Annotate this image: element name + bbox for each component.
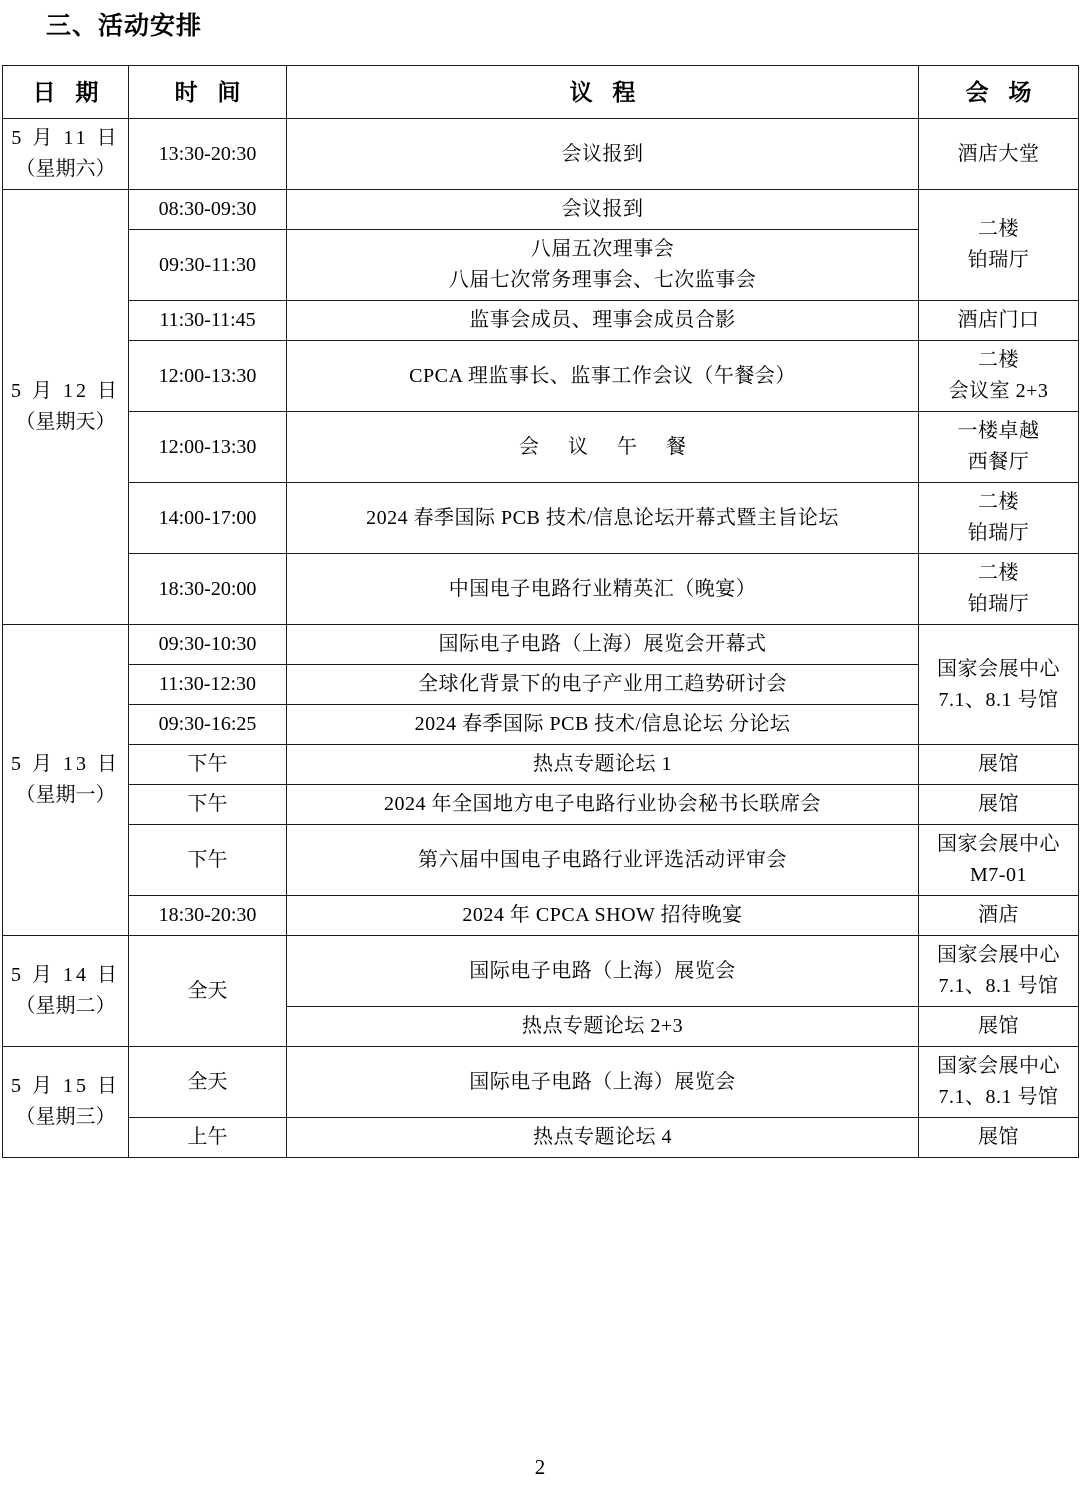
time-cell: 14:00-17:00: [129, 483, 287, 554]
time-cell: 09:30-16:25: [129, 705, 287, 745]
venue-line: 国家会展中心: [937, 1055, 1060, 1077]
agenda-cell: [287, 625, 919, 665]
agenda-line: 热点专题论坛 4: [533, 1126, 672, 1148]
venue-cell: [919, 785, 1079, 825]
date-cell: [3, 119, 129, 190]
table-row: [3, 1047, 1079, 1118]
agenda-line: 中国电子电路行业精英汇（晚宴）: [448, 577, 757, 600]
agenda-line: 热点专题论坛 1: [533, 753, 672, 775]
agenda-line: 国际电子电路（上海）展览会: [469, 959, 736, 982]
page-number: 2: [534, 1455, 546, 1479]
date-day-label: 5 月 15 日: [11, 1075, 120, 1097]
venue-line: 国家会展中心: [937, 657, 1060, 680]
time-cell: 09:30-10:30: [129, 625, 287, 665]
time-cell: 下午: [129, 785, 287, 825]
date-day-label: 5 月 12 日: [11, 380, 120, 402]
table-row: [3, 301, 1079, 341]
date-weekday-label: （星期三）: [15, 1106, 116, 1128]
venue-cell: [919, 1047, 1079, 1118]
table-body: [3, 119, 1079, 1158]
agenda-line: 会议报到: [561, 198, 644, 220]
date-weekday-label: （星期二）: [15, 995, 116, 1017]
venue-line: 二楼: [978, 491, 1019, 513]
venue-line: 7.1、8.1 号馆: [938, 975, 1059, 997]
venue-cell: [919, 745, 1079, 785]
table-row: [3, 190, 1079, 230]
table-row: [3, 825, 1079, 896]
venue-line: 二楼: [978, 562, 1019, 584]
venue-cell: [919, 341, 1079, 412]
table-row: [3, 665, 1079, 705]
agenda-line: 2024 春季国际 PCB 技术/信息论坛开幕式暨主旨论坛: [366, 506, 839, 529]
agenda-line: 国际电子电路（上海）展览会: [469, 1070, 736, 1093]
venue-cell: [919, 625, 1079, 745]
date-day-label: 5 月 13 日: [11, 753, 120, 775]
agenda-cell: [287, 705, 919, 745]
venue-line: 7.1、8.1 号馆: [938, 688, 1059, 711]
venue-cell: [919, 825, 1079, 896]
venue-line: 酒店大堂: [957, 142, 1040, 165]
venue-line: 铂瑞厅: [967, 249, 1030, 271]
time-cell: 11:30-11:45: [129, 301, 287, 341]
venue-line: 酒店: [978, 904, 1019, 926]
venue-line: 西餐厅: [967, 451, 1030, 473]
time-cell: 13:30-20:30: [129, 119, 287, 190]
time-cell: 上午: [129, 1118, 287, 1158]
venue-line: 铂瑞厅: [967, 593, 1030, 615]
column-header-date: 日 期: [3, 66, 129, 119]
agenda-cell: [287, 1047, 919, 1118]
venue-line: 酒店门口: [957, 309, 1040, 331]
agenda-line: 八届七次常务理事会、七次监事会: [448, 269, 757, 291]
agenda-cell: [287, 825, 919, 896]
date-weekday-label: （星期六）: [15, 158, 116, 180]
table-row: [3, 625, 1079, 665]
date-cell: [3, 936, 129, 1047]
time-cell: 08:30-09:30: [129, 190, 287, 230]
venue-line: 二楼: [978, 218, 1019, 240]
date-day-label: 5 月 11 日: [11, 127, 120, 149]
time-cell: 09:30-11:30: [129, 230, 287, 301]
table-row: [3, 785, 1079, 825]
agenda-cell: [287, 665, 919, 705]
table-row: [3, 483, 1079, 554]
venue-line: 展馆: [978, 1126, 1019, 1148]
time-cell: 12:00-13:30: [129, 412, 287, 483]
agenda-cell: [287, 341, 919, 412]
agenda-line: 八届五次理事会: [530, 238, 675, 260]
time-cell: 18:30-20:30: [129, 896, 287, 936]
agenda-line: 会议报到: [561, 142, 644, 165]
time-cell: 12:00-13:30: [129, 341, 287, 412]
table-row: [3, 1118, 1079, 1158]
venue-line: 国家会展中心: [937, 833, 1060, 855]
venue-line: 铂瑞厅: [967, 522, 1030, 544]
table-row: [3, 412, 1079, 483]
column-header-time: 时 间: [129, 66, 287, 119]
agenda-cell: [287, 1118, 919, 1158]
activity-schedule-table: [2, 65, 1079, 1158]
column-header-agenda: 议 程: [287, 66, 919, 119]
date-cell: [3, 625, 129, 936]
agenda-line: 热点专题论坛 2+3: [521, 1015, 684, 1037]
agenda-line: 2024 春季国际 PCB 技术/信息论坛 分论坛: [414, 713, 791, 735]
agenda-cell: [287, 483, 919, 554]
header-row: [3, 66, 1079, 119]
agenda-line: 全球化背景下的电子产业用工趋势研讨会: [418, 673, 787, 695]
venue-cell: [919, 1118, 1079, 1158]
date-cell: [3, 1047, 129, 1158]
date-cell: [3, 190, 129, 625]
table-row: [3, 705, 1079, 745]
venue-line: 国家会展中心: [937, 944, 1060, 966]
agenda-cell: [287, 745, 919, 785]
venue-line: 展馆: [978, 793, 1019, 815]
time-cell: 全天: [129, 936, 287, 1047]
agenda-line: CPCA 理监事长、监事工作会议（午餐会）: [409, 364, 796, 387]
venue-cell: [919, 1007, 1079, 1047]
table-row: [3, 936, 1079, 1007]
venue-cell: [919, 554, 1079, 625]
venue-line: 会议室 2+3: [948, 380, 1049, 402]
time-cell: 11:30-12:30: [129, 665, 287, 705]
time-cell: 下午: [129, 745, 287, 785]
venue-line: M7-01: [970, 864, 1027, 886]
agenda-cell: [287, 785, 919, 825]
venue-line: 二楼: [978, 349, 1019, 371]
venue-cell: [919, 301, 1079, 341]
table-row: [3, 341, 1079, 412]
agenda-cell: [287, 554, 919, 625]
venue-line: 展馆: [978, 753, 1019, 775]
venue-line: 一楼卓越: [957, 420, 1040, 442]
venue-cell: [919, 119, 1079, 190]
table-row: [3, 896, 1079, 936]
agenda-line: 2024 年 CPCA SHOW 招待晚宴: [462, 904, 743, 926]
table-row: [3, 554, 1079, 625]
agenda-line: 国际电子电路（上海）展览会开幕式: [438, 633, 767, 655]
agenda-cell: [287, 896, 919, 936]
agenda-cell: [287, 412, 919, 483]
agenda-line: 监事会成员、理事会成员合影: [469, 309, 736, 331]
venue-cell: [919, 936, 1079, 1007]
time-cell: 18:30-20:00: [129, 554, 287, 625]
table-row: [3, 745, 1079, 785]
venue-line: 7.1、8.1 号馆: [938, 1086, 1059, 1108]
venue-cell: [919, 483, 1079, 554]
agenda-cell: [287, 190, 919, 230]
table-row: [3, 119, 1079, 190]
agenda-line: 第六届中国电子电路行业评选活动评审会: [418, 848, 787, 871]
agenda-cell: [287, 301, 919, 341]
agenda-line: 2024 年全国地方电子电路行业协会秘书长联席会: [384, 793, 821, 815]
agenda-line: 会 议 午 餐: [519, 435, 698, 458]
date-day-label: 5 月 14 日: [11, 964, 120, 986]
venue-cell: [919, 190, 1079, 301]
table-row: [3, 230, 1079, 301]
agenda-cell: [287, 119, 919, 190]
page-title: 三、活动安排: [46, 13, 203, 40]
agenda-cell: [287, 936, 919, 1007]
time-cell: 下午: [129, 825, 287, 896]
venue-cell: [919, 412, 1079, 483]
time-cell: 全天: [129, 1047, 287, 1118]
table-header: [3, 66, 1079, 119]
column-header-venue: 会 场: [919, 66, 1079, 119]
agenda-cell: [287, 230, 919, 301]
venue-cell: [919, 896, 1079, 936]
agenda-cell: [287, 1007, 919, 1047]
date-weekday-label: （星期一）: [15, 784, 116, 806]
venue-line: 展馆: [978, 1015, 1019, 1037]
date-weekday-label: （星期天）: [15, 411, 116, 433]
